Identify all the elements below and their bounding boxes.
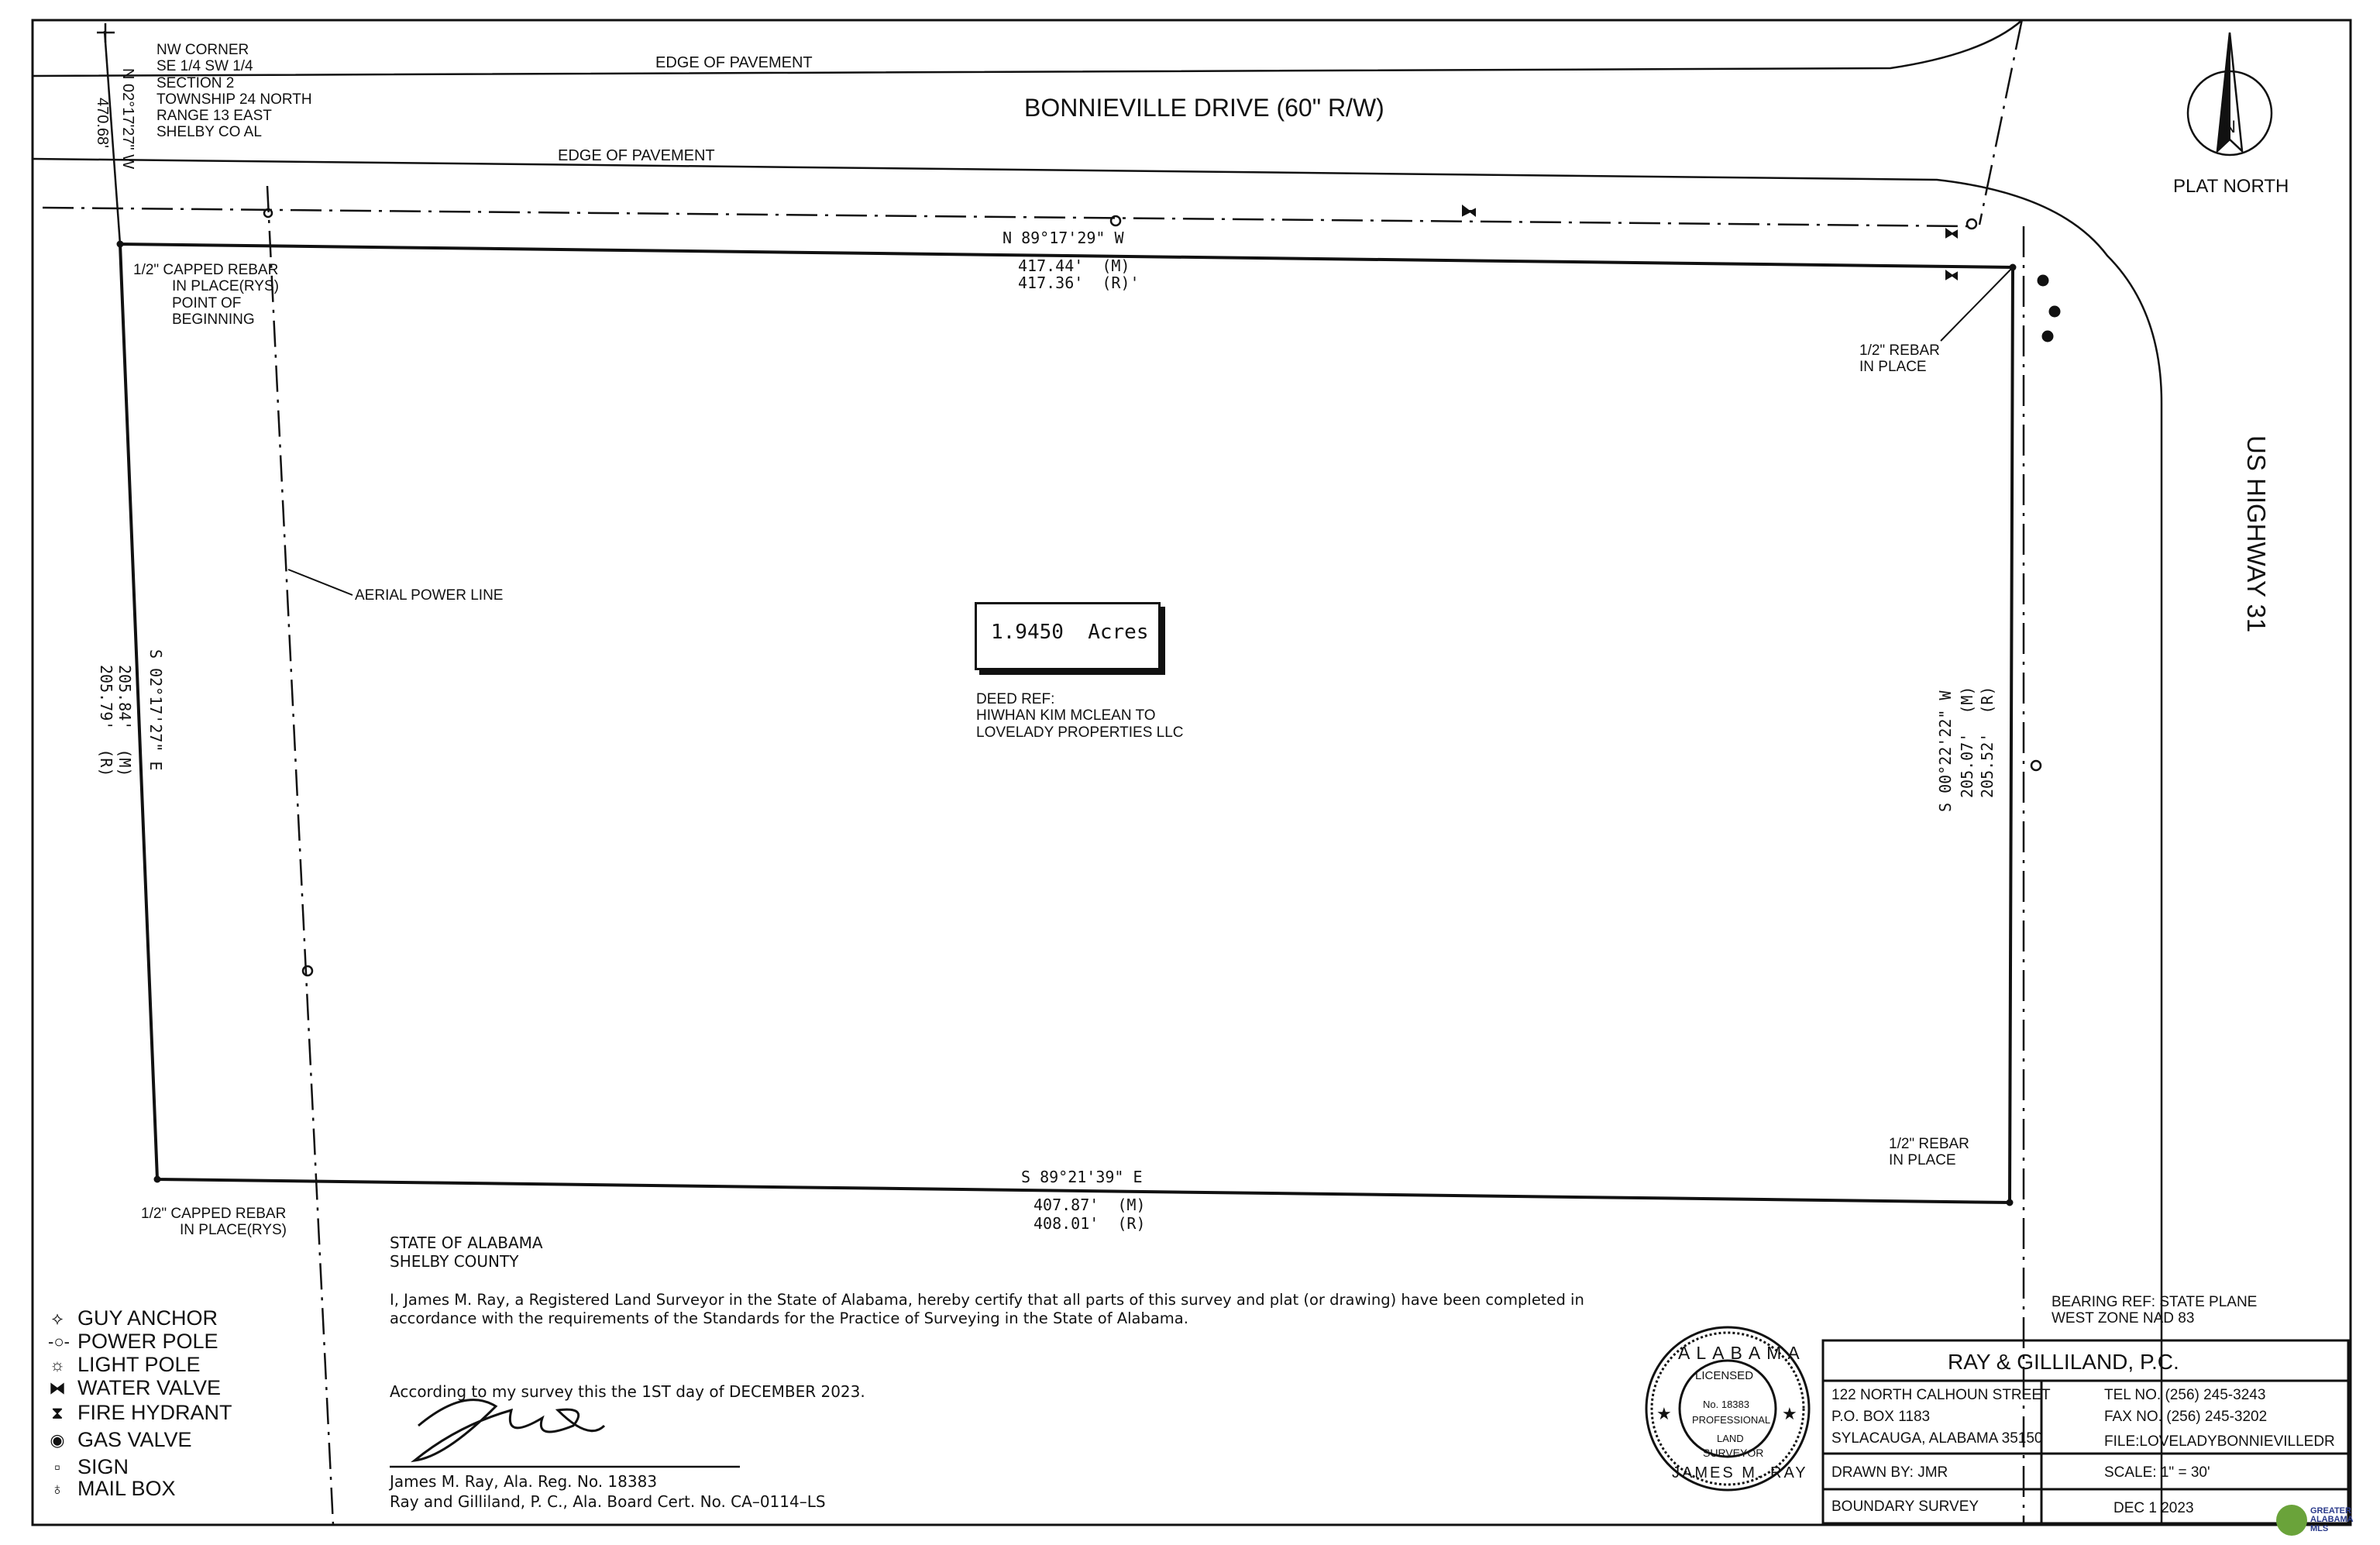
water-valve-icon: ⧓ bbox=[49, 1378, 66, 1398]
power-pole-icon bbox=[1111, 216, 1120, 225]
water-valve-icon bbox=[1946, 271, 1957, 279]
guy-anchor-icon: ⟡ bbox=[51, 1308, 64, 1328]
gas-valve-icon: ◉ bbox=[50, 1430, 65, 1450]
north-distance-measured: 417.44' (M) bbox=[1018, 256, 1130, 275]
plat-north-label: PLAT NORTH bbox=[2173, 176, 2289, 197]
cert-state: STATE OF ALABAMA bbox=[390, 1234, 543, 1252]
mls-logo-icon bbox=[2276, 1505, 2307, 1536]
title-block-address-2: P.O. BOX 1183 bbox=[1831, 1409, 1931, 1425]
power-pole-icon bbox=[1967, 219, 1976, 229]
legend-item: ◉ GAS VALVE bbox=[48, 1428, 192, 1452]
east-distance-measured: 205.07' (M) bbox=[1958, 686, 1976, 798]
svg-text:★: ★ bbox=[1782, 1405, 1797, 1424]
gas-valve-icon bbox=[2042, 331, 2053, 342]
edge-of-pavement-north bbox=[33, 20, 2022, 76]
water-valve-icon bbox=[1946, 229, 1957, 237]
cert-date-line: According to my survey this the 1ST day of DECEMBER 2023. bbox=[390, 1382, 865, 1401]
light-pole-icon: ☼ bbox=[49, 1354, 66, 1375]
sw-corner-note: 1/2" CAPPED REBAR IN PLACE(RYS) bbox=[141, 1206, 287, 1239]
title-block-tel: TEL NO. (256) 245-3243 bbox=[2104, 1387, 2266, 1403]
cert-text-line2: accordance with the requirements of the Standards for the Practice of Surveying in the State of Alabama. bbox=[390, 1309, 1188, 1327]
east-distance-record: 205.52' (R) bbox=[1978, 686, 1997, 798]
aerial-power-line bbox=[267, 186, 333, 1525]
ne-corner-note: 1/2" REBAR IN PLACE bbox=[1859, 342, 1940, 376]
power-pole-icon bbox=[2031, 761, 2041, 770]
legend-item: ♁ MAIL BOX bbox=[48, 1477, 176, 1501]
title-block-file: FILE:LOVELADYBONNIEVILLEDR bbox=[2104, 1433, 2335, 1450]
highway-row-line bbox=[1979, 19, 2022, 225]
nw-corner-note: NW CORNER SE 1/4 SW 1/4 SECTION 2 TOWNSHIP 24 NORTH RANGE 13 EAST SHELBY CO AL bbox=[156, 42, 312, 141]
acreage-box bbox=[975, 602, 1161, 670]
title-block-scale: SCALE: 1" = 30' bbox=[2104, 1464, 2210, 1481]
power-pole-icon bbox=[303, 966, 312, 976]
surveyor-signature bbox=[414, 1400, 604, 1461]
north-bearing: N 89°17'29" W bbox=[1003, 229, 1124, 247]
pob-note: 1/2" CAPPED REBAR IN PLACE(RYS) POINT OF BEGINNING bbox=[133, 262, 279, 328]
cert-text-line1: I, James M. Ray, a Registered Land Surveyor in the State of Alabama, hereby certify that all parts of this survey and plat (or drawing) have been completed in bbox=[390, 1291, 1584, 1309]
rebar-marker bbox=[2010, 264, 2016, 270]
cert-signer-name: James M. Ray, Ala. Reg. No. 18383 bbox=[390, 1472, 658, 1491]
title-block-drawn-by: DRAWN BY: JMR bbox=[1831, 1464, 1948, 1481]
svg-text:★: ★ bbox=[1656, 1405, 1672, 1424]
title-block-address-1: 122 NORTH CALHOUN STREET bbox=[1831, 1387, 2051, 1403]
legend-item: -○- POWER POLE bbox=[48, 1330, 218, 1353]
cert-signer-firm: Ray and Gilliland, P. C., Ala. Board Cert. No. CA–0114–LS bbox=[390, 1492, 826, 1511]
gas-valve-icon bbox=[2049, 306, 2060, 317]
south-bearing: S 89°21'39" E bbox=[1021, 1168, 1143, 1186]
rebar-marker bbox=[117, 241, 123, 247]
se-corner-note: 1/2" REBAR IN PLACE bbox=[1889, 1136, 1969, 1169]
east-bearing: S 00°22'22" W bbox=[1936, 690, 1955, 812]
west-distance-measured: 205.84' (M) bbox=[115, 665, 134, 777]
legend-item: ⧗ FIRE HYDRANT bbox=[48, 1401, 232, 1425]
bearing-reference: BEARING REF: STATE PLANE WEST ZONE NAD 83 bbox=[2052, 1294, 2258, 1327]
rebar-marker bbox=[154, 1176, 160, 1182]
edge-of-pavement-label: EDGE OF PAVEMENT bbox=[558, 147, 715, 164]
title-block-firm: RAY & GILLILAND, P.C. bbox=[1948, 1350, 2179, 1374]
nw-tie-bearing: N 02°17'27" W bbox=[119, 68, 136, 170]
deed-reference: DEED REF: HIWHAN KIM MCLEAN TO LOVELADY PROPERTIES LLC bbox=[976, 691, 1184, 741]
cert-county: SHELBY COUNTY bbox=[390, 1252, 519, 1271]
rebar-marker bbox=[2007, 1199, 2013, 1206]
sign-icon: ▫ bbox=[54, 1457, 60, 1477]
highway-name: US HIGHWAY 31 bbox=[2242, 435, 2271, 633]
north-distance-record: 417.36' (R)' bbox=[1018, 274, 1140, 292]
title-block-survey-type: BOUNDARY SURVEY bbox=[1831, 1499, 1979, 1515]
power-pole-icon: -○- bbox=[48, 1331, 70, 1351]
water-valve-icon bbox=[1463, 206, 1475, 215]
mls-watermark: GREATER ALABAMA MLS bbox=[2276, 1505, 2354, 1536]
legend-item: ⧓ WATER VALVE bbox=[49, 1376, 222, 1399]
edge-of-pavement-label: EDGE OF PAVEMENT bbox=[655, 54, 813, 71]
road-name: BONNIEVILLE DRIVE (60" R/W) bbox=[1024, 94, 1384, 122]
gas-valve-icon bbox=[2038, 275, 2048, 286]
title-block-address-3: SYLACAUGA, ALABAMA 35150 bbox=[1831, 1430, 2043, 1447]
title-block-date: DEC 1 2023 bbox=[2113, 1500, 2194, 1516]
west-distance-record: 205.79' (R) bbox=[97, 665, 115, 777]
south-distance-measured: 407.87' (M) bbox=[1034, 1196, 1146, 1214]
legend-item: ▫ SIGN bbox=[48, 1455, 129, 1479]
nw-tie-distance: 470.68' bbox=[94, 98, 111, 148]
legend-item: ⟡ GUY ANCHOR bbox=[48, 1306, 218, 1330]
west-bearing: S 02°17'27" E bbox=[146, 649, 165, 771]
fire-hydrant-icon: ⧗ bbox=[51, 1402, 64, 1423]
south-distance-record: 408.01' (R) bbox=[1034, 1214, 1146, 1233]
acreage-value: 1.9450 Acres bbox=[991, 621, 1149, 644]
legend-item: ☼ LIGHT POLE bbox=[49, 1353, 201, 1376]
north-arrow-letter: N bbox=[2224, 117, 2236, 136]
right-of-way-line bbox=[43, 208, 1968, 226]
mail-box-icon: ♁ bbox=[50, 1478, 64, 1499]
title-block-fax: FAX NO. (256) 245-3202 bbox=[2104, 1409, 2268, 1425]
power-line-label: AERIAL POWER LINE bbox=[355, 587, 504, 604]
